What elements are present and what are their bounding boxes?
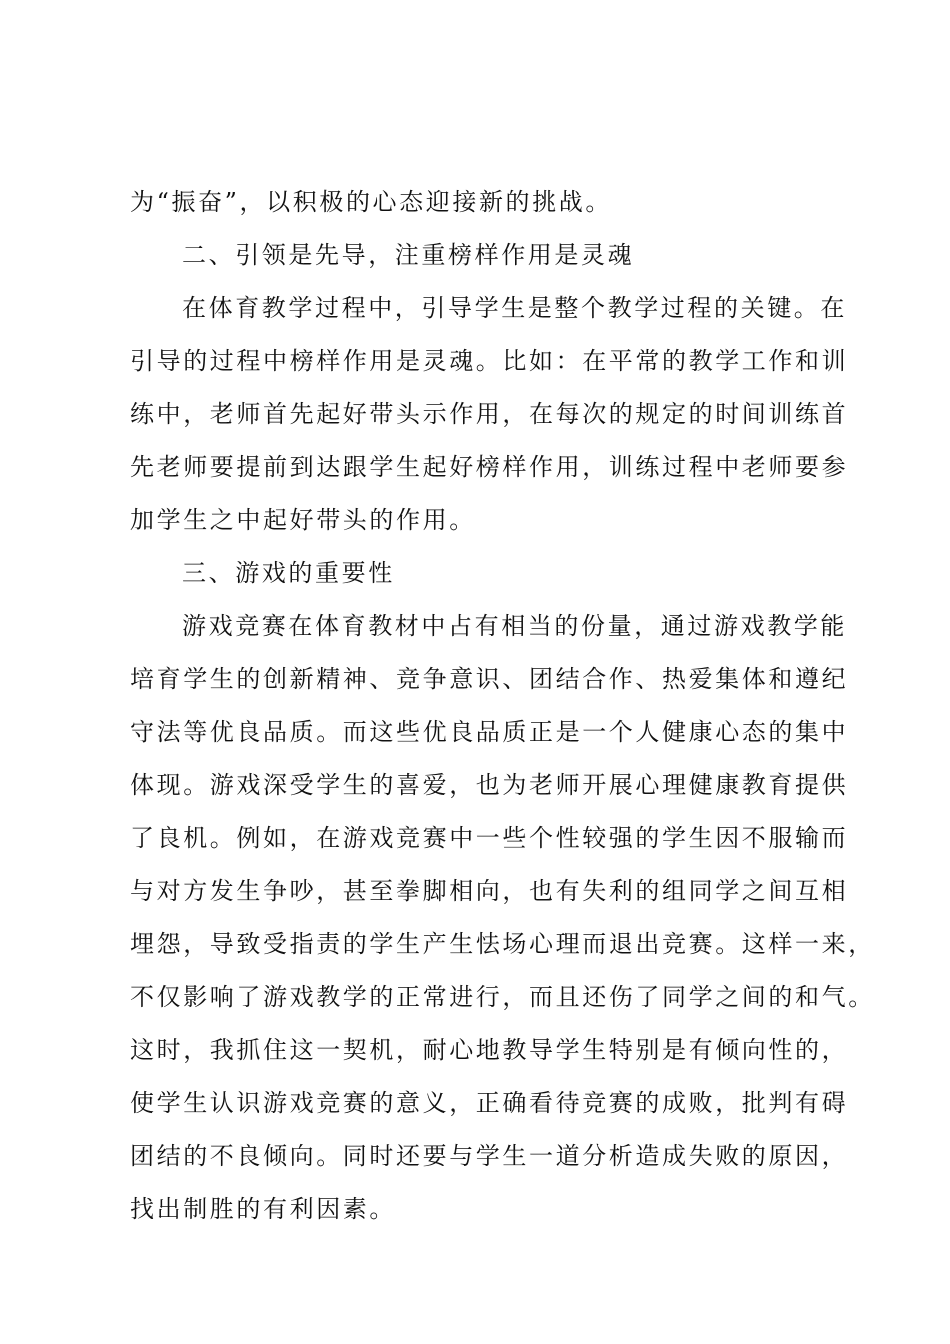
- text-line: 为“振奋”，以积极的心态迎接新的挑战。: [130, 188, 612, 216]
- text-line: 找出制胜的有利因素。: [130, 1195, 396, 1223]
- text-line: 这时，我抓住这一契机，耐心地教导学生特别是有倾向性的，: [130, 1036, 849, 1064]
- section-heading: 二、引领是先导，注重榜样作用是灵魂: [182, 241, 635, 269]
- document-body: [130, 176, 875, 1236]
- text-line: 游戏竞赛在体育教材中占有相当的份量，通过游戏教学能: [182, 612, 847, 640]
- text-line: 使学生认识游戏竞赛的意义，正确看待竞赛的成败，批判有碍: [130, 1089, 849, 1117]
- text-line: 在体育教学过程中，引导学生是整个教学过程的关键。在: [182, 294, 847, 322]
- text-line: 不仅影响了游戏教学的正常进行，而且还伤了同学之间的和气。: [130, 983, 875, 1011]
- text-line: 埋怨，导致受指责的学生产生怯场心理而退出竞赛。这样一来，: [130, 930, 875, 958]
- text-line: 加学生之中起好带头的作用。: [130, 506, 476, 534]
- text-line: 了良机。例如，在游戏竞赛中一些个性较强的学生因不服输而: [130, 824, 849, 852]
- text-line: 培育学生的创新精神、竞争意识、团结合作、热爱集体和遵纪: [130, 665, 849, 693]
- text-line: 体现。游戏深受学生的喜爱，也为老师开展心理健康教育提供: [130, 771, 849, 799]
- section-heading: 三、游戏的重要性: [182, 559, 395, 587]
- text-line: 与对方发生争吵，甚至拳脚相向，也有失利的组同学之间互相: [130, 877, 849, 905]
- text-line: 引导的过程中榜样作用是灵魂。比如：在平常的教学工作和训: [130, 347, 849, 375]
- text-line: 团结的不良倾向。同时还要与学生一道分析造成失败的原因，: [130, 1142, 849, 1170]
- text-line: 先老师要提前到达跟学生起好榜样作用，训练过程中老师要参: [130, 453, 849, 481]
- text-line: 守法等优良品质。而这些优良品质正是一个人健康心态的集中: [130, 718, 849, 746]
- text-line: 练中，老师首先起好带头示作用，在每次的规定的时间训练首: [130, 400, 849, 428]
